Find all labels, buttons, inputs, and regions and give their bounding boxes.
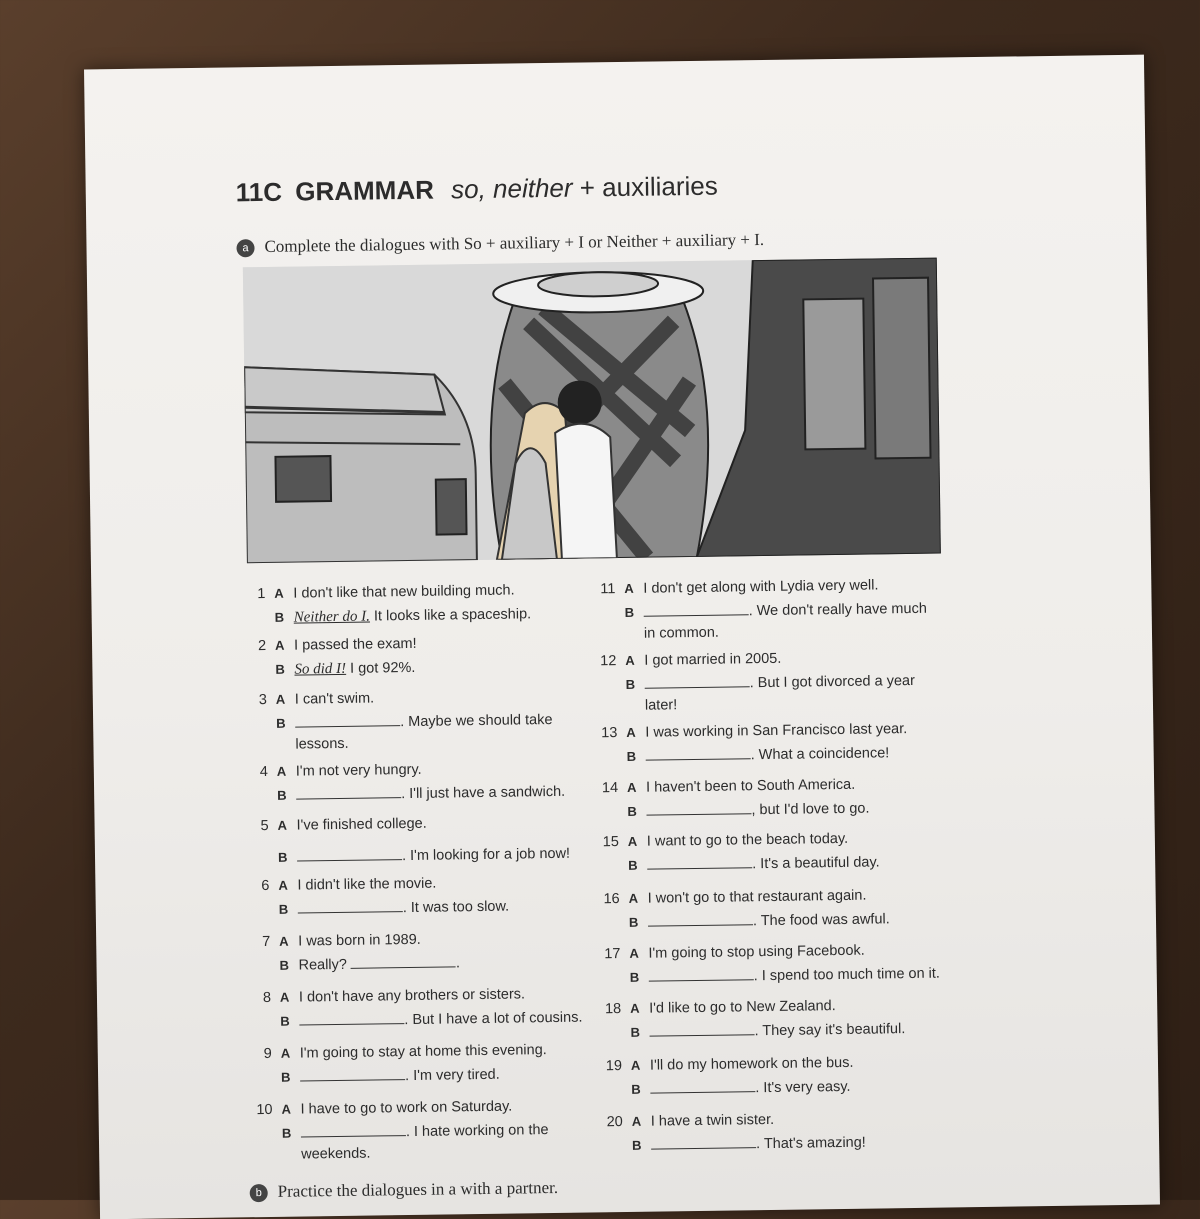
dialogue-15	[595, 826, 946, 879]
speaker-b: B	[277, 787, 287, 803]
item-number: 12	[600, 653, 617, 670]
line-a: I'd like to go to New Zealand.	[649, 998, 836, 1017]
answer-blank[interactable]	[649, 1020, 754, 1036]
lesson-number: 11C	[235, 176, 283, 208]
item-number: 10	[256, 1101, 273, 1119]
line-b-text: . It was too slow.	[402, 898, 510, 917]
speaker-b: B	[278, 901, 289, 917]
speaker-a: A	[628, 890, 639, 906]
instruction-b	[250, 1178, 559, 1202]
dialogue-6	[245, 869, 596, 922]
speaker-b: B	[626, 748, 637, 764]
item-number: 8	[262, 989, 272, 1007]
line-b	[294, 602, 532, 629]
section-label: GRAMMAR	[295, 174, 435, 207]
speaker-b: B	[274, 609, 285, 625]
item-number: 1	[257, 585, 266, 603]
line-a: I haven't been to South America.	[645, 776, 856, 796]
item-number: 9	[263, 1045, 272, 1063]
speaker-a: A	[625, 652, 635, 668]
answer-blank[interactable]	[644, 600, 749, 616]
answer-blank[interactable]	[647, 853, 752, 869]
speaker-b: B	[629, 969, 640, 985]
speaker-a: A	[631, 1113, 642, 1129]
worksheet-content	[235, 165, 1096, 1201]
item-number: 3	[258, 691, 267, 709]
speaker-b: B	[277, 849, 288, 865]
speaker-a: A	[624, 580, 634, 596]
example-answer: So did I!	[294, 660, 347, 678]
item-number: 16	[603, 891, 620, 908]
instruction-a-text: Complete the dialogues with So + auxiliary + I or Neither + auxiliary + I.	[264, 229, 765, 256]
speaker-a: A	[630, 1057, 641, 1073]
line-b-text: . But I got divorced a year	[749, 672, 915, 692]
speaker-b: B	[628, 914, 639, 930]
speaker-b: B	[631, 1081, 641, 1097]
item-number: 19	[605, 1058, 623, 1075]
line-b	[646, 797, 869, 824]
line-a: I'm going to stay at home this evening.	[299, 1042, 547, 1062]
item-number: 2	[257, 637, 267, 655]
line-b	[300, 1063, 500, 1090]
answer-blank[interactable]	[651, 1133, 756, 1149]
page-title	[236, 171, 718, 209]
item-number: 15	[602, 834, 619, 851]
answer-blank[interactable]	[650, 1077, 755, 1093]
couple-building-illustration-icon	[243, 258, 941, 564]
line-b-text: It looks like a spaceship.	[369, 606, 532, 625]
line-b	[649, 962, 940, 990]
line-b	[651, 1131, 866, 1158]
dialogue-19	[598, 1049, 949, 1102]
line-b	[298, 951, 460, 977]
dialogue-4	[244, 755, 595, 808]
speaker-a: A	[276, 763, 287, 779]
line-b	[294, 656, 415, 682]
instruction-a	[236, 230, 764, 257]
speaker-a: A	[278, 877, 288, 893]
speaker-b: B	[280, 1013, 290, 1029]
line-a: I'll do my homework on the bus.	[649, 1054, 854, 1074]
line-a: I won't go to that restaurant again.	[647, 887, 867, 907]
answer-blank[interactable]	[295, 711, 400, 727]
speaker-a: A	[274, 637, 285, 653]
item-number: 18	[604, 1001, 622, 1018]
dialogue-17	[596, 938, 947, 991]
line-a: I don't get along with Lydia very well.	[643, 577, 879, 597]
dialogue-20	[599, 1105, 950, 1158]
line-b-text: . We don't really have much	[748, 600, 927, 620]
answer-blank[interactable]	[296, 783, 401, 799]
topic-plain: + auxiliaries	[579, 170, 718, 203]
speaker-a: A	[626, 779, 637, 795]
item-number: 17	[604, 946, 621, 963]
item-number: 4	[259, 763, 268, 781]
dialogue-16	[595, 883, 946, 936]
speaker-a: A	[274, 585, 284, 601]
line-b-prefix: Really?	[298, 956, 352, 974]
line-b-text: . It's a beautiful day.	[752, 854, 880, 873]
speaker-b: B	[624, 604, 635, 620]
dialogue-8	[247, 981, 598, 1034]
line-a: I want to go to the beach today.	[646, 830, 849, 850]
speaker-b: B	[630, 1024, 641, 1040]
dialogue-7	[246, 925, 597, 978]
line-b-continued: in common.	[643, 624, 720, 642]
answer-blank[interactable]	[299, 1009, 404, 1025]
item-number: 5	[260, 817, 269, 835]
line-a: I didn't like the movie.	[297, 875, 437, 894]
item-number: 14	[601, 780, 619, 797]
speaker-a: A	[626, 724, 636, 740]
line-a: I was working in San Francisco last year.	[645, 721, 908, 741]
line-b-text: . That's amazing!	[755, 1134, 866, 1153]
line-b-text: . What a coincidence!	[750, 745, 890, 764]
speaker-b: B	[628, 857, 638, 873]
line-b-text: . Maybe we should take	[400, 711, 553, 731]
line-b-continued: weekends.	[301, 1145, 371, 1163]
speaker-a: A	[279, 989, 290, 1005]
item-number: 6	[261, 877, 270, 895]
line-a: I don't like that new building much.	[293, 582, 515, 602]
line-b-text: . I'm very tired.	[404, 1066, 500, 1085]
topic-label	[451, 171, 718, 205]
line-a: I've finished college.	[296, 815, 427, 834]
speaker-a: A	[279, 933, 289, 949]
speaker-b: B	[281, 1125, 292, 1141]
speaker-b: B	[625, 676, 636, 692]
line-b-text: . The food was awful.	[752, 911, 890, 930]
dialogue-14	[594, 772, 945, 825]
answer-blank[interactable]	[646, 744, 751, 760]
illustration	[243, 258, 941, 564]
dialogue-5	[244, 809, 595, 870]
line-a: I have a twin sister.	[650, 1111, 775, 1130]
line-b-continued: later!	[644, 697, 678, 714]
example-answer: Neither do I.	[293, 608, 371, 626]
line-a: I'm going to stop using Facebook.	[648, 942, 865, 962]
line-a: I'm not very hungry.	[295, 761, 422, 780]
line-b	[298, 895, 510, 922]
topic-italic: so, neither	[450, 172, 573, 205]
line-b	[296, 780, 565, 808]
line-b-text: . It's very easy.	[755, 1078, 851, 1097]
speaker-a: A	[630, 1000, 640, 1016]
line-b-text: . I spend too much time on it.	[753, 965, 941, 985]
line-b-text: . I'm looking for a job now!	[401, 845, 571, 865]
line-b-text: I got 92%.	[345, 659, 416, 677]
dialogue-18	[597, 992, 948, 1045]
line-b	[646, 741, 890, 768]
dialogue-12	[592, 645, 943, 716]
item-number: 20	[606, 1114, 623, 1131]
line-b	[295, 708, 553, 736]
speaker-b: B	[275, 661, 285, 677]
speaker-b: B	[279, 957, 290, 973]
item-number: 13	[601, 725, 618, 742]
line-b-continued: lessons.	[295, 735, 349, 753]
speaker-a: A	[275, 691, 286, 707]
speaker-a: A	[627, 833, 638, 849]
item-number: 7	[262, 933, 271, 951]
line-b-text: . I hate working on the	[405, 1122, 549, 1141]
speaker-a: A	[277, 817, 288, 833]
item-number: 11	[600, 581, 616, 598]
answer-blank[interactable]	[351, 952, 456, 968]
speaker-b: B	[281, 1069, 291, 1085]
line-b	[301, 1118, 549, 1145]
line-b-text: , but I'd love to go.	[751, 800, 870, 819]
answer-blank[interactable]	[649, 965, 754, 981]
dialogue-10	[248, 1093, 599, 1164]
line-a: I passed the exam!	[293, 635, 417, 654]
dialogue-1	[241, 577, 592, 630]
speaker-a: A	[280, 1045, 291, 1061]
line-a: I don't have any brothers or sisters.	[298, 986, 526, 1006]
answer-blank[interactable]	[297, 845, 402, 861]
dialogue-3	[243, 683, 594, 754]
line-a: I can't swim.	[294, 690, 375, 708]
answer-blank[interactable]	[646, 799, 751, 815]
speaker-a: A	[281, 1101, 292, 1117]
badge-b-icon: b	[250, 1184, 268, 1202]
line-a: I have to go to work on Saturday.	[300, 1098, 513, 1118]
speaker-b: B	[276, 715, 286, 731]
line-b	[649, 1017, 905, 1045]
line-b	[650, 1075, 850, 1102]
dialogue-11	[591, 573, 942, 644]
dialogues-left-column	[241, 577, 591, 1163]
worksheet-paper	[84, 55, 1160, 1219]
line-b	[297, 842, 570, 870]
dialogue-13	[593, 717, 944, 770]
dialogues-right-column	[591, 573, 941, 1153]
instruction-b-text: Practice the dialogues in a with a partner.	[277, 1177, 559, 1201]
line-a: I was born in 1989.	[298, 931, 421, 950]
line-b-text: . I'll just have a sandwich.	[401, 783, 566, 803]
line-b	[647, 850, 880, 877]
answer-blank[interactable]	[301, 1121, 406, 1137]
answer-blank[interactable]	[648, 910, 753, 926]
answer-blank[interactable]	[300, 1065, 405, 1081]
line-b-text: .	[455, 955, 461, 972]
speaker-a: A	[629, 945, 639, 961]
line-a: I got married in 2005.	[644, 650, 782, 669]
speaker-b: B	[627, 803, 637, 819]
dialogue-2	[242, 629, 593, 682]
line-b-text: . They say it's beautiful.	[754, 1021, 906, 1040]
dialogue-9	[248, 1037, 599, 1090]
speaker-b: B	[631, 1137, 642, 1153]
line-b-text: . But I have a lot of cousins.	[404, 1009, 583, 1029]
answer-blank[interactable]	[298, 897, 403, 913]
badge-a-icon: a	[236, 239, 254, 257]
line-b	[299, 1006, 582, 1034]
answer-blank[interactable]	[645, 672, 750, 688]
line-b	[648, 907, 890, 934]
